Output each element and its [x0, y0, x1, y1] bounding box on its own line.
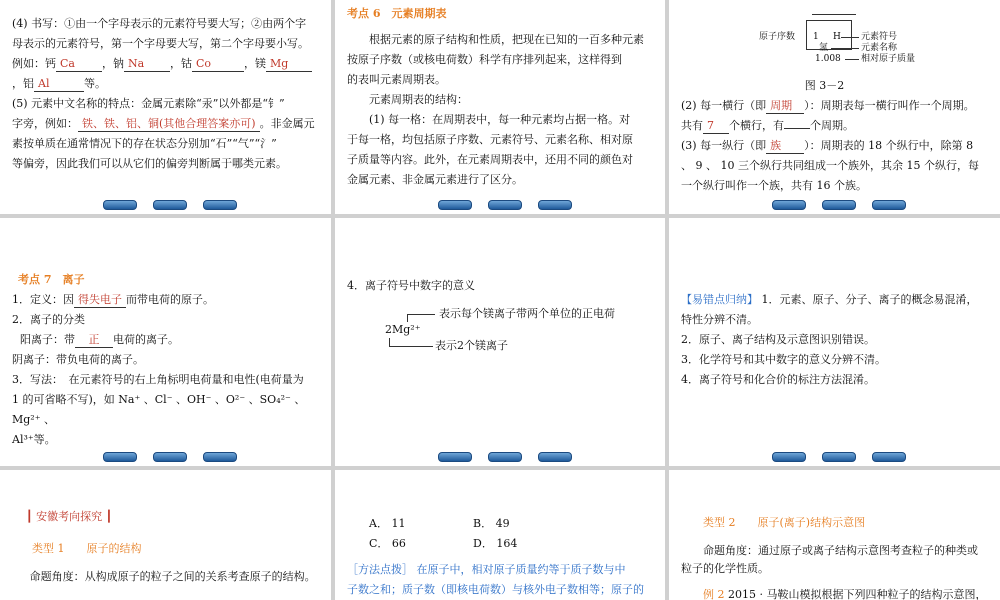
answer-blank: Na	[124, 57, 170, 72]
text-line: 根据元素的原子结构和性质，把现在已知的一百多种元素	[369, 33, 644, 46]
mistake-tag: 【易错点归纳】	[681, 293, 758, 306]
text-line: 例如：钙 Ca ，钠 Na ，钴 Co ，镁 Mg	[12, 54, 319, 74]
leader-line	[845, 59, 859, 60]
text-line: 例 2 2015 · 马鞍山模拟根据下列四种粒子的结构示意图，	[703, 588, 987, 600]
cell-mass: 1.008	[815, 54, 841, 64]
nav-prev-button[interactable]	[103, 200, 137, 210]
text-line: 的表叫元素周期表。	[347, 73, 446, 86]
text-line: 粒子的化学性质。	[681, 562, 769, 575]
text-line: 素按单质在通常情况下的存在状态分别加“石”“气”“氵”	[12, 137, 277, 150]
answer-blank: 7	[703, 119, 729, 134]
answer-blank: 铁、铁、铝、铜(其他合理答案亦可)	[78, 117, 260, 132]
slide-ions	[0, 218, 331, 466]
slide-nav	[335, 452, 665, 462]
label-count-meaning: 表示2个镁离子	[435, 339, 508, 352]
text-line: 按原子序数（或核电荷数）科学有序排列起来，这样得到	[347, 53, 622, 66]
text-line: 命题角度：从构成原子的粒子之间的关系考查原子的结构。	[29, 570, 316, 583]
option-d[interactable]: D． 164	[473, 537, 518, 550]
answer-blank: 族	[766, 139, 804, 154]
example-tag: 例 2	[703, 588, 725, 600]
text-line: 阴离子：带负电荷的离子。	[12, 353, 144, 366]
section-title: 考点 7 离子	[18, 273, 85, 286]
slide-periodic-table	[335, 0, 665, 214]
section-title: 4．离子符号中数字的意义	[347, 279, 475, 292]
slide-anhui-exploration	[0, 470, 331, 600]
cell-atomic-number: 1	[813, 32, 819, 42]
text-line: (2) 每一横行（即 周期 ）：周期表每一横行叫作一个周期。	[681, 99, 975, 112]
text-line: (3) 每一纵行（即 族 ）：周期表的 18 个纵行中，除第 8	[681, 139, 974, 152]
nav-home-button[interactable]	[822, 200, 856, 210]
option-a[interactable]: A． 11	[369, 517, 406, 530]
slide-structure-diagram	[669, 470, 1000, 600]
nav-home-button[interactable]	[488, 200, 522, 210]
arrow-line-bottom	[389, 346, 433, 347]
nav-next-button[interactable]	[872, 452, 906, 462]
slide-nav	[0, 200, 331, 210]
text-line: 3．写法： 在元素符号的右上角标明电荷量和电性(电荷量为	[12, 373, 304, 386]
arrow-line-top	[407, 314, 435, 315]
text-line: 命题角度：通过原子或离子结构示意图考查粒子的种类或	[703, 544, 978, 557]
ion-formula: 2Mg²⁺	[385, 323, 421, 336]
text-line: 于每一格，均包括原子序数、元素符号、元素名称、相对原	[347, 133, 633, 146]
option-b[interactable]: B． 49	[473, 517, 510, 530]
text-line: 1．定义：因 得失电子 而带电荷的原子。	[12, 293, 214, 306]
text-line: ［方法点拨］ 在原子中，相对原子质量约等于质子数与中	[347, 563, 626, 576]
section-tag: ┃ 安徽考向探究 ┃	[26, 510, 113, 523]
answer-blank: Ca	[56, 57, 102, 72]
text-line: 1 的可省略不写)，如 Na⁺ 、Cl⁻ 、OH⁻ 、O²⁻ 、SO₄²⁻ 、Mg²⁺ 、	[12, 393, 306, 426]
slide-periods-groups	[669, 0, 1000, 214]
ion-number-diagram	[347, 302, 653, 362]
text-line: 子数之和；质子数（即核电荷数）与核外电子数相等；原子的	[347, 583, 644, 596]
nav-next-button[interactable]	[538, 200, 572, 210]
nav-home-button[interactable]	[488, 452, 522, 462]
section-title: 考点 6 元素周期表	[347, 7, 447, 20]
text-line: 2．原子、离子结构及示意图识别错误。	[681, 333, 875, 346]
type-heading: 类型 1 原子的结构	[32, 542, 142, 555]
option-row	[347, 534, 653, 554]
slide-nav	[669, 452, 1000, 462]
method-tag: ［方法点拨］	[347, 563, 413, 576]
element-cell-diagram	[681, 0, 988, 72]
text-line: 阳离子：带 正 电荷的离子。	[20, 333, 179, 346]
nav-next-button[interactable]	[203, 452, 237, 462]
nav-prev-button[interactable]	[772, 200, 806, 210]
answer-blank: 正	[75, 333, 113, 348]
label-mass: 相对原子质量	[861, 54, 916, 64]
label-name: 元素名称	[861, 43, 898, 53]
label-atomic-number: 原子序数	[759, 32, 796, 42]
text-line: Al³⁺等。	[12, 433, 56, 446]
nav-prev-button[interactable]	[438, 452, 472, 462]
text-line: 2．离子的分类	[12, 313, 85, 326]
answer-blank: 得失电子	[74, 293, 126, 308]
leader-line	[831, 48, 859, 49]
label-symbol: 元素符号	[861, 32, 898, 42]
option-row	[347, 514, 653, 534]
text-line: 母表示的元素符号，第一个字母要大写，第二个字母要小写。	[12, 37, 309, 50]
leader-line	[841, 37, 859, 38]
nav-prev-button[interactable]	[103, 452, 137, 462]
slide-ion-numbers	[335, 218, 665, 466]
nav-next-button[interactable]	[203, 200, 237, 210]
text-line: 元素周期表的结构：	[369, 93, 468, 106]
slide-options-tip	[335, 470, 665, 600]
text-line: 等偏旁，因此我们可以从它们的偏旁判断属于哪类元素。	[12, 157, 287, 170]
text-line: 特性分辨不清。	[681, 313, 758, 326]
text-line: (5) 元素中文名称的特点：金属元素除“汞”以外都是“钅”	[12, 97, 285, 110]
answer-blank: Co	[192, 57, 244, 72]
text-line: 、 9 、 10 三个纵行共同组成一个族外，其余 15 个纵行，每	[681, 159, 979, 172]
figure-caption: 图 3－2	[804, 79, 845, 92]
text-line: 一个纵行叫作一个族，共有 16 个族。	[681, 179, 867, 192]
text-line: 子质量等内容。此外，在元素周期表中，还用不同的颜色对	[347, 153, 633, 166]
text-line: (1) 每一格：在周期表中，每一种元素均占据一格。对	[369, 113, 631, 126]
slide-common-mistakes	[669, 218, 1000, 466]
type-heading: 类型 2 原子(离子)结构示意图	[703, 516, 866, 529]
text-line: 3．化学符号和其中数字的意义分辨不清。	[681, 353, 886, 366]
nav-home-button[interactable]	[153, 452, 187, 462]
cube-top-face	[812, 14, 856, 21]
nav-next-button[interactable]	[538, 452, 572, 462]
answer-blank: Al	[34, 77, 84, 92]
text-line: 共有 7 个横行，有 个周期。	[681, 119, 854, 132]
text-line: (4) 书写：①由一个字母表示的元素符号要大写；②由两个字	[12, 17, 307, 30]
option-c[interactable]: C． 66	[369, 537, 406, 550]
cell-symbol: H	[833, 32, 841, 42]
slide-nav	[335, 200, 665, 210]
text-line: 字旁，例如： 铁、铁、铝、铜(其他合理答案亦可) 。非金属元	[12, 117, 315, 130]
answer-blank: 周期	[766, 99, 804, 114]
nav-prev-button[interactable]	[438, 200, 472, 210]
arrow-line-bottom-vert	[389, 338, 390, 346]
text-line: ，铝 Al 等。	[12, 77, 106, 90]
answer-blank	[784, 128, 810, 129]
text-line: 【易错点归纳】 1．元素、原子、分子、离子的概念易混淆，	[681, 293, 978, 306]
slide-element-writing	[0, 0, 331, 214]
arrow-line-top-vert	[407, 314, 408, 322]
answer-blank: Mg	[266, 57, 312, 72]
text-line: 金属元素、非金属元素进行了区分。	[347, 173, 523, 186]
nav-next-button[interactable]	[872, 200, 906, 210]
text-line: 4．离子符号和化合价的标注方法混淆。	[681, 373, 875, 386]
cell-name: 氢	[819, 43, 829, 53]
slide-nav	[0, 452, 331, 462]
slide-nav	[669, 200, 1000, 210]
nav-home-button[interactable]	[153, 200, 187, 210]
nav-prev-button[interactable]	[772, 452, 806, 462]
label-charge-meaning: 表示每个镁离子带两个单位的正电荷	[439, 307, 615, 320]
nav-home-button[interactable]	[822, 452, 856, 462]
